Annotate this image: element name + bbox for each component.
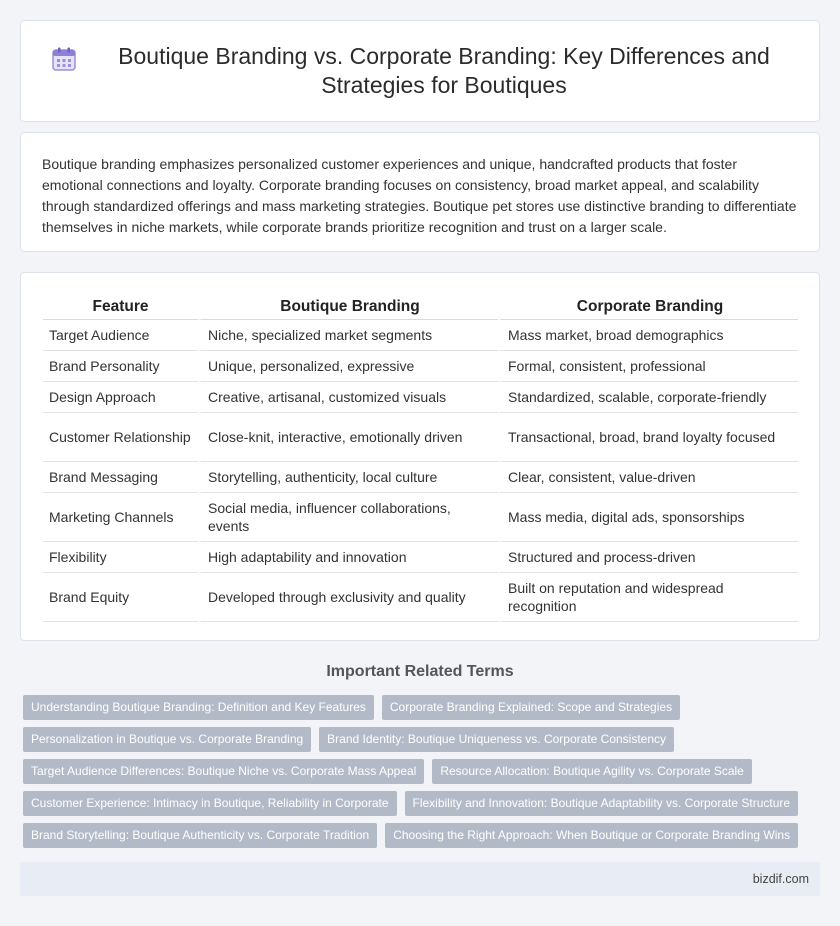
intro-card: [20, 132, 820, 252]
tag-row: [23, 791, 823, 816]
related-term-tag[interactable]: Brand Identity: Boutique Uniqueness vs. Corporate Consistency: [319, 727, 674, 752]
intro-paragraph: Boutique branding emphasizes personalized customer experiences and unique, handcrafted products that foster emotional connections and loyalty. Corporate branding focuses on consistency, broad market appeal, and scalability through standardized offerings and mass marketing strategies. Boutique pet stores use distinctive branding to differentiate themselves in niche markets, while corporate brands prioritize recognition and trust on a larger scale.: [42, 156, 797, 235]
feature-cell: Design Approach: [43, 382, 198, 413]
related-terms-list: [23, 695, 823, 855]
header-feature: Feature: [43, 295, 198, 320]
related-term-tag[interactable]: Flexibility and Innovation: Boutique Adaptability vs. Corporate Structure: [405, 791, 799, 816]
table-row: [43, 382, 798, 413]
table-row: [43, 462, 798, 493]
feature-cell: Brand Messaging: [43, 462, 198, 493]
boutique-cell: High adaptability and innovation: [198, 542, 498, 573]
tag-row: [23, 727, 823, 752]
corporate-cell: Structured and process-driven: [498, 542, 798, 573]
related-term-tag[interactable]: Choosing the Right Approach: When Boutique or Corporate Branding Wins: [385, 823, 798, 848]
corporate-cell: Formal, consistent, professional: [498, 351, 798, 382]
boutique-cell: Developed through exclusivity and quality: [198, 573, 498, 622]
related-term-tag[interactable]: Target Audience Differences: Boutique Niche vs. Corporate Mass Appeal: [23, 759, 424, 784]
table-row: [43, 542, 798, 573]
feature-cell: Brand Personality: [43, 351, 198, 382]
table-row: [43, 493, 798, 542]
comparison-table: [43, 295, 798, 622]
tag-row: [23, 695, 823, 720]
feature-cell: Marketing Channels: [43, 493, 198, 542]
corporate-cell: Mass market, broad demographics: [498, 320, 798, 351]
related-terms-title: Important Related Terms: [326, 663, 514, 680]
related-term-tag[interactable]: Corporate Branding Explained: Scope and Strategies: [382, 695, 680, 720]
table-header-row: [43, 295, 798, 320]
table-row: [43, 573, 798, 622]
tag-row: [23, 759, 823, 784]
comparison-card: [20, 272, 820, 641]
boutique-cell: Unique, personalized, expressive: [198, 351, 498, 382]
related-term-tag[interactable]: Resource Allocation: Boutique Agility vs. Corporate Scale: [432, 759, 752, 784]
related-term-tag[interactable]: Brand Storytelling: Boutique Authenticity vs. Corporate Tradition: [23, 823, 377, 848]
boutique-cell: Niche, specialized market segments: [198, 320, 498, 351]
table-row: [43, 320, 798, 351]
table-row: [43, 413, 798, 462]
calendar-icon: [51, 46, 77, 72]
page-title: Boutique Branding vs. Corporate Branding: Key Differences and Strategies for Boutiques: [118, 43, 770, 98]
corporate-cell: Mass media, digital ads, sponsorships: [498, 493, 798, 542]
feature-cell: Brand Equity: [43, 573, 198, 622]
table-row: [43, 351, 798, 382]
related-term-tag[interactable]: Understanding Boutique Branding: Definition and Key Features: [23, 695, 374, 720]
feature-cell: Flexibility: [43, 542, 198, 573]
related-term-tag[interactable]: Personalization in Boutique vs. Corporate Branding: [23, 727, 311, 752]
tag-row: [23, 823, 823, 848]
corporate-cell: Transactional, broad, brand loyalty focused: [498, 413, 798, 462]
boutique-cell: Social media, influencer collaborations, events: [198, 493, 498, 542]
footer: [20, 862, 820, 896]
corporate-cell: Clear, consistent, value-driven: [498, 462, 798, 493]
corporate-cell: Built on reputation and widespread recognition: [498, 573, 798, 622]
related-term-tag[interactable]: Customer Experience: Intimacy in Boutique, Reliability in Corporate: [23, 791, 397, 816]
corporate-cell: Standardized, scalable, corporate-friendly: [498, 382, 798, 413]
title-card: [20, 20, 820, 122]
header-boutique: Boutique Branding: [198, 295, 498, 320]
feature-cell: Customer Relationship: [43, 413, 198, 462]
boutique-cell: Storytelling, authenticity, local culture: [198, 462, 498, 493]
boutique-cell: Creative, artisanal, customized visuals: [198, 382, 498, 413]
site-link[interactable]: bizdif.com: [752, 872, 809, 886]
feature-cell: Target Audience: [43, 320, 198, 351]
header-corporate: Corporate Branding: [498, 295, 798, 320]
boutique-cell: Close-knit, interactive, emotionally driven: [198, 413, 498, 462]
